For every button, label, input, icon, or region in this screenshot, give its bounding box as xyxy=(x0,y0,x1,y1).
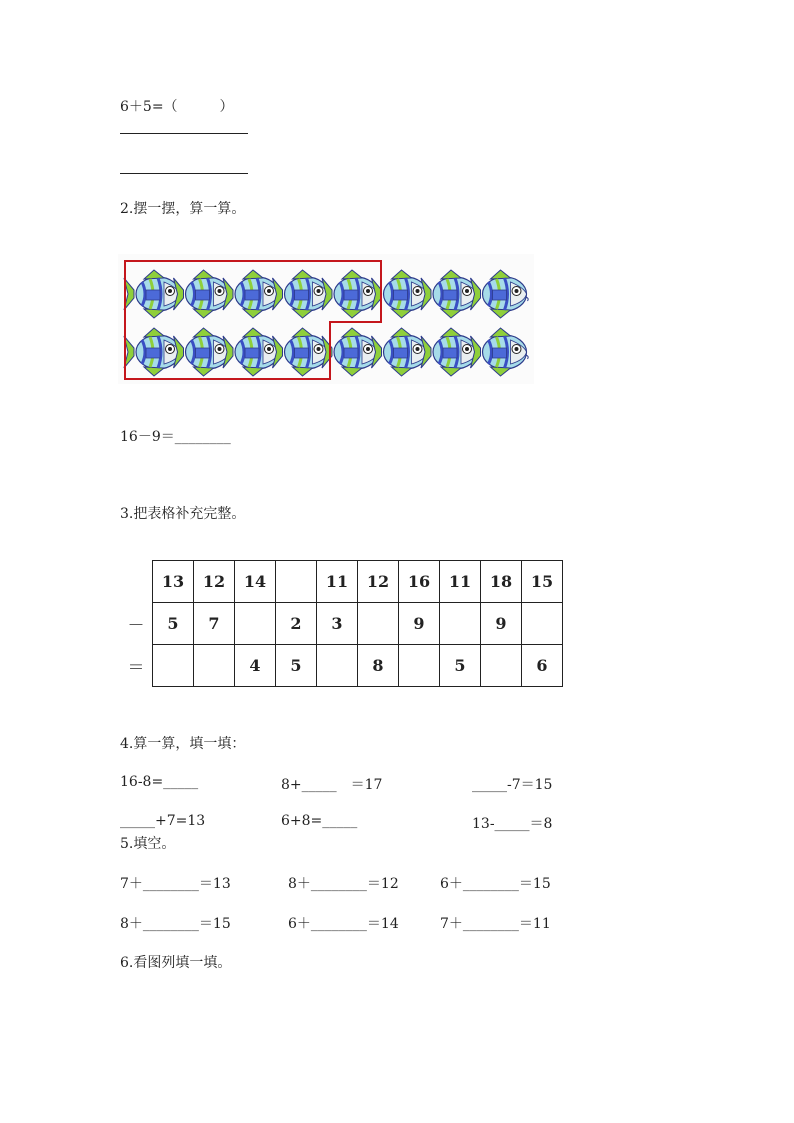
q4-item-5: 6+8=_____ xyxy=(281,813,358,829)
table-blank-cell[interactable] xyxy=(194,645,235,687)
fish-icon xyxy=(372,328,430,376)
q4-item-2: 8+_____ ＝17 xyxy=(281,777,383,793)
table-row xyxy=(120,645,563,687)
table-blank-cell[interactable] xyxy=(440,603,481,645)
q5-item-2: 8＋________＝12 xyxy=(288,876,399,892)
fill-table xyxy=(120,560,563,687)
q3-title: 3.把表格补充完整。 xyxy=(120,506,246,522)
table-blank-cell[interactable] xyxy=(399,645,440,687)
fish-icon xyxy=(124,270,182,318)
table-cell: 4 xyxy=(235,645,276,687)
fish-icon xyxy=(223,328,281,376)
table-cell: 5 xyxy=(153,603,194,645)
fish-picture xyxy=(118,254,534,384)
q4-item-6: 13-_____＝8 xyxy=(472,816,553,832)
table-cell: 3 xyxy=(317,603,358,645)
table-cell: 15 xyxy=(522,561,563,603)
q5-item-3: 6＋________＝15 xyxy=(440,876,551,892)
table-cell: 11 xyxy=(317,561,358,603)
fish-icon xyxy=(273,328,331,376)
q4-title: 4.算一算，填一填： xyxy=(120,736,246,752)
fish-icon xyxy=(273,270,331,318)
fish-grid xyxy=(118,254,534,384)
table-operator xyxy=(120,561,153,603)
q4-item-3: _____-7＝15 xyxy=(472,777,553,793)
table-blank-cell[interactable] xyxy=(481,645,522,687)
q5-item-5: 6＋________＝14 xyxy=(288,916,399,932)
fish-icon xyxy=(421,328,479,376)
table-cell: 2 xyxy=(276,603,317,645)
q2-equation: 16－9＝________ xyxy=(120,429,231,445)
q5-item-1: 7＋________＝13 xyxy=(120,876,231,892)
q6-title: 6.看图列填一填。 xyxy=(120,955,232,971)
table-blank-cell[interactable] xyxy=(276,561,317,603)
table-row xyxy=(120,561,563,603)
table-cell: 8 xyxy=(358,645,399,687)
table-cell: 6 xyxy=(522,645,563,687)
table-cell: 9 xyxy=(399,603,440,645)
fish-icon xyxy=(174,270,232,318)
fish-icon xyxy=(223,270,281,318)
answer-line-2[interactable] xyxy=(120,173,248,174)
table-cell: 12 xyxy=(358,561,399,603)
table-cell: 14 xyxy=(235,561,276,603)
table-cell: 18 xyxy=(481,561,522,603)
table-row xyxy=(120,603,563,645)
q1-equation: 6＋5=（ ） xyxy=(120,99,234,115)
table-cell: 16 xyxy=(399,561,440,603)
table-operator: － xyxy=(127,616,145,636)
q5-item-4: 8＋________＝15 xyxy=(120,916,231,932)
q5-title: 5.填空。 xyxy=(120,836,176,852)
q2-title: 2.摆一摆，算一算。 xyxy=(120,201,246,217)
table-blank-cell[interactable] xyxy=(235,603,276,645)
answer-line-1[interactable] xyxy=(120,133,248,134)
fish-icon xyxy=(471,270,529,318)
table-cell: 11 xyxy=(440,561,481,603)
q4-item-1: 16-8=_____ xyxy=(120,774,199,790)
q5-item-6: 7＋________＝11 xyxy=(440,916,551,932)
fish-icon xyxy=(322,270,380,318)
fish-icon xyxy=(471,328,529,376)
table-blank-cell[interactable] xyxy=(317,645,358,687)
q4-item-4: _____+7=13 xyxy=(120,813,206,829)
table-cell: 7 xyxy=(194,603,235,645)
fish-icon xyxy=(421,270,479,318)
table-cell: 12 xyxy=(194,561,235,603)
table-cell: 9 xyxy=(481,603,522,645)
table-operator: ＝ xyxy=(127,658,145,678)
fish-icon xyxy=(174,328,232,376)
fish-icon xyxy=(124,328,182,376)
table-cell: 5 xyxy=(276,645,317,687)
table-blank-cell[interactable] xyxy=(153,645,194,687)
table-cell: 13 xyxy=(153,561,194,603)
table-blank-cell[interactable] xyxy=(358,603,399,645)
table-blank-cell[interactable] xyxy=(522,603,563,645)
table-cell: 5 xyxy=(440,645,481,687)
